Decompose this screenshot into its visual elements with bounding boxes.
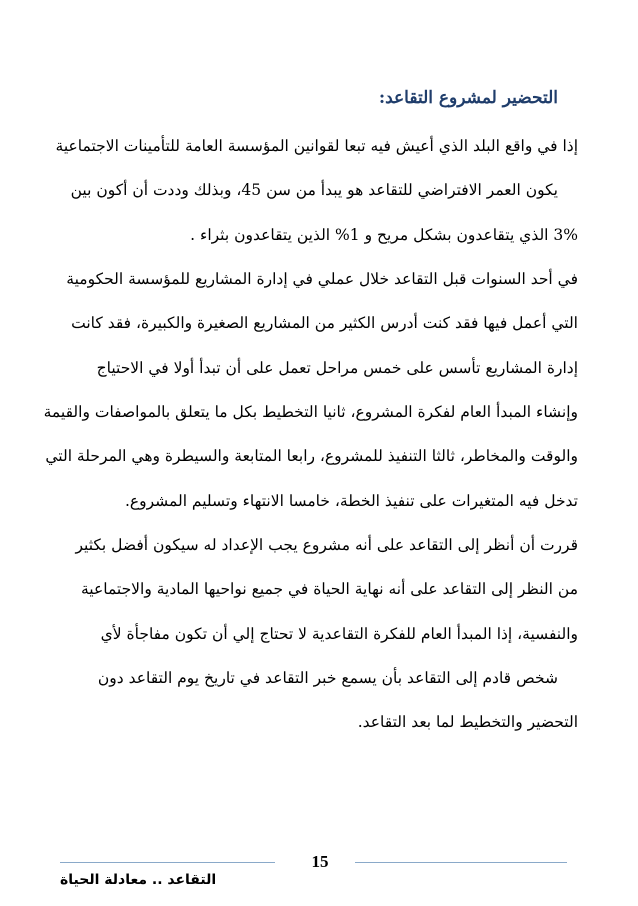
text-line: التحضير والتخطيط لما بعد التقاعد. [357, 713, 578, 731]
text-line: في أحد السنوات قبل التقاعد خلال عملي في إدارة المشاريع للمؤسسة الحكومية [66, 270, 578, 288]
footer-divider-right [355, 862, 567, 863]
text-line: يكون العمر الافتراضي للتقاعد هو يبدأ من سن 45، وبذلك وددت أن أكون بين [70, 181, 558, 199]
footer-book-title: التقاعد .. معادلة الحياة [60, 872, 217, 888]
text-line: وإنشاء المبدأ العام لفكرة المشروع، ثانيا التخطيط بكل ما يتعلق بالمواصفات والقيمة [43, 403, 578, 421]
text-line: والنفسية، إذا المبدأ العام للفكرة التقاعدية لا تحتاج إلي أن تكون مفاجأة لأي [100, 625, 578, 643]
text-line: إذا في واقع البلد الذي أعيش فيه تبعا لقوانين المؤسسة العامة للتأمينات الاجتماعية [55, 137, 578, 155]
text-line: التي أعمل فيها فقد كنت أدرس الكثير من المشاريع الصغيرة والكبيرة، فقد كانت [71, 314, 578, 332]
text-line: إدارة المشاريع تأسس على خمس مراحل تعمل على أن تبدأ أولا في الاحتياج [96, 359, 578, 377]
page-number: 15 [311, 852, 329, 871]
section-heading: التحضير لمشروع التقاعد: [378, 88, 558, 108]
text-line: شخص قادم إلى التقاعد بأن يسمع خبر التقاعد في تاريخ يوم التقاعد دون [97, 669, 558, 687]
text-line: والوقت والمخاطر، ثالثا التنفيذ للمشروع، رابعا المتابعة والسيطرة وهي المرحلة التي [45, 447, 578, 465]
text-line: 3% الذي يتقاعدون بشكل مريح و 1% الذين يتقاعدون بثراء . [190, 226, 578, 244]
text-line: من النظر إلى التقاعد على أنه نهاية الحياة في جميع نواحيها المادية والاجتماعية [81, 580, 578, 598]
text-line: تدخل فيه المتغيرات على تنفيذ الخطة، خامسا الانتهاء وتسليم المشروع. [124, 492, 578, 510]
text-line: قررت أن أنظر إلى التقاعد على أنه مشروع يجب الإعداد له سيكون أفضل بكثير [75, 536, 578, 554]
footer-divider-left [60, 862, 275, 863]
